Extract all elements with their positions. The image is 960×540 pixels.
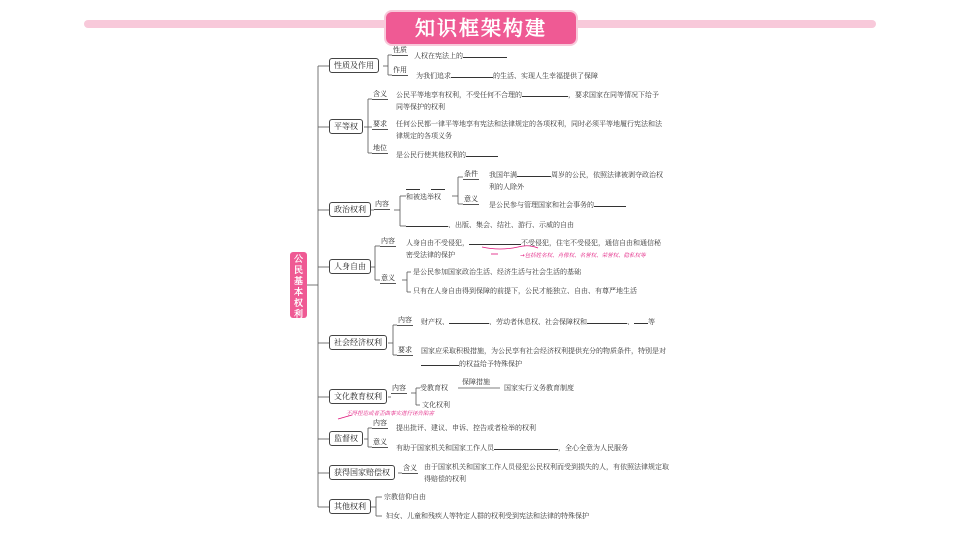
page-title: 知识框架构建	[386, 12, 576, 44]
label-nature: 性质	[393, 46, 407, 54]
text-personal-meaning-b: 只有在人身自由得到保障的前提下，公民才能独立、自由、有尊严地生活	[413, 287, 637, 295]
text-religious-freedom: 宗教信仰自由	[384, 493, 426, 501]
text-personal-meaning-a: 是公民参加国家政治生活、经济生活与社会生活的基础	[413, 268, 581, 276]
root-node: 公民基本权利	[290, 252, 307, 318]
text-equality-status: 是公民行使其他权利的	[396, 148, 498, 161]
node-culture-education: 文化教育权利	[329, 389, 387, 404]
label-equality-meaning: 含义	[373, 90, 387, 98]
text-social-requirement: 国家应采取积极措施，为公民享有社会经济权利提供充分的物质条件，特别是对的权益给予特殊保护	[421, 347, 666, 368]
text-guarantee-detail: 国家实行义务教育制度	[504, 384, 574, 392]
node-political: 政治权利	[329, 202, 371, 217]
text-culture-right: 文化权利	[422, 401, 450, 409]
text-personal-content: 人身自由不受侵犯， 不受侵犯，住宅不受侵犯，通信自由和通信秘密受法律的保护	[406, 236, 664, 261]
label-personal-content: 内容	[381, 237, 395, 245]
text-guarantee: 保障措施	[462, 378, 490, 386]
node-equality: 平等权	[329, 119, 363, 134]
node-other-rights: 其他权利	[329, 499, 371, 514]
text-social-content: 财产权、 、劳动者休息权、社会保障权和 、 等	[421, 315, 669, 328]
label-political-condition: 条件	[464, 170, 478, 178]
text-equality-meaning: 公民平等地享有权利，不受任何不合理的 ，要求国家在同等情况下给予同等保护的权利	[396, 88, 664, 113]
text-special-groups: 妇女、儿童和残疾人等特定人群的权利受到宪法和法律的特殊保护	[386, 512, 589, 520]
node-supervision: 监督权	[329, 431, 363, 446]
label-equality-status: 地位	[373, 144, 387, 152]
text-political-meaning: 是公民参与管理国家和社会事务的	[489, 198, 626, 211]
label-social-requirement: 要求	[398, 346, 412, 354]
node-personal-freedom: 人身自由	[329, 259, 371, 274]
text-compensation-meaning: 由于国家机关和国家工作人员侵犯公民权利而受到损失的人，有依照法律规定取得赔偿的权利	[424, 463, 669, 483]
node-state-compensation: 获得国家赔偿权	[329, 465, 395, 480]
text-political-freedoms: 、出版、集会、结社、游行、示威的自由	[406, 218, 574, 231]
label-compensation-meaning: 含义	[403, 464, 417, 472]
text-function: 为我们追求 的生活、实现人生幸福提供了保障	[416, 69, 598, 82]
label-political-meaning: 意义	[464, 195, 478, 203]
label-political-content: 内容	[375, 200, 389, 208]
label-culture-content: 内容	[392, 384, 406, 392]
handwritten-note-personal: →包括姓名权、肖像权、名誉权、荣誉权、隐私权等	[520, 253, 646, 259]
text-vote-right: 和被选举权	[406, 193, 441, 201]
handwritten-note-supervision: 不得捏造或者歪曲事实进行诬告陷害	[346, 411, 435, 417]
label-equality-requirement: 要求	[373, 120, 387, 128]
text-nature: 人权在宪法上的	[414, 49, 507, 62]
text-political-condition: 我国年满 周岁的公民，依照法律被剥夺政治权利的人除外	[489, 168, 669, 193]
label-supervision-content: 内容	[373, 419, 387, 427]
label-function: 作用	[393, 66, 407, 74]
node-social-economic: 社会经济权利	[329, 335, 387, 350]
label-supervision-meaning: 意义	[373, 438, 387, 446]
text-supervision-content: 提出批评、建议、申诉、控告或者检举的权利	[396, 424, 536, 432]
text-equality-requirement: 任何公民都一律平等地享有宪法和法律规定的各项权利，同时必须平等地履行宪法和法律规定的各项义务	[396, 120, 662, 140]
label-social-content: 内容	[398, 316, 412, 324]
text-supervision-meaning: 有助于国家机关和国家工作人员 ，全心全意为人民服务	[396, 441, 628, 454]
node-nature-function: 性质及作用	[329, 58, 379, 73]
text-edu-right: 受教育权	[420, 384, 448, 392]
label-personal-meaning: 意义	[381, 274, 395, 282]
